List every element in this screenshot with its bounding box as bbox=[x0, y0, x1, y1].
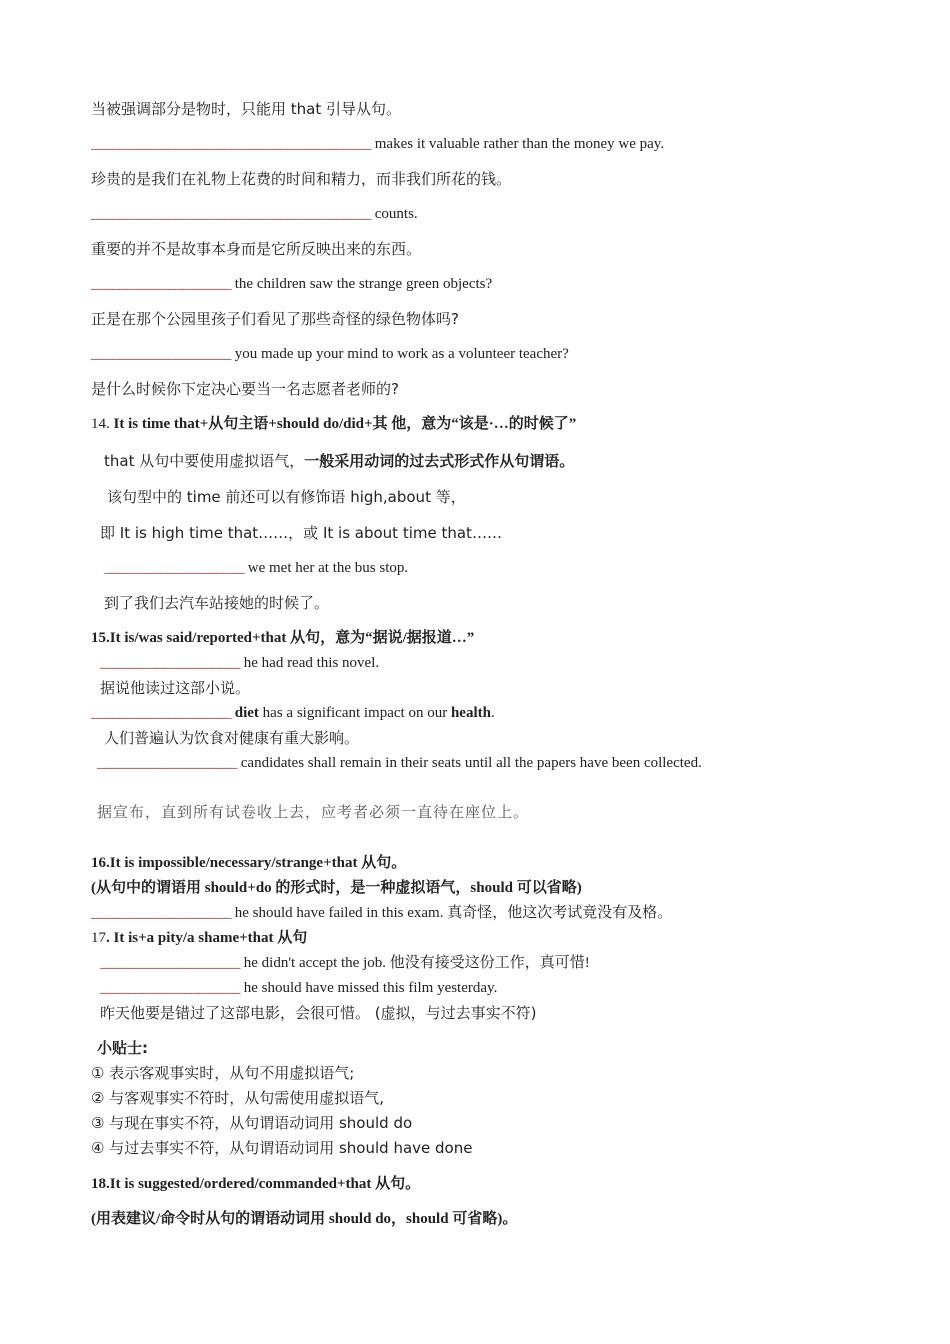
exercise-line bbox=[91, 274, 492, 294]
section-heading-16: 16.It is impossible/necessary/strange+that 从句。 bbox=[91, 855, 407, 871]
section-heading-15: 15.It is/was said/reported+that 从句，意为“据说/据报道…” bbox=[91, 630, 475, 646]
rule-note-part: that 从句中要使用虚拟语气， bbox=[104, 452, 305, 470]
exercise-line bbox=[100, 653, 379, 673]
answer-blank[interactable]: ____________________ bbox=[104, 560, 244, 576]
exercise-text: the children saw the strange green objects? bbox=[231, 276, 493, 292]
translation: 到了我们去汽车站接她的时候了。 bbox=[104, 594, 330, 612]
tip-item: ① 表示客观事实时，从句不用虚拟语气; bbox=[91, 1064, 355, 1082]
translation: 重要的并不是故事本身而是它所反映出来的东西。 bbox=[91, 240, 422, 258]
section-heading-17 bbox=[91, 928, 307, 948]
section-heading-14 bbox=[91, 414, 576, 434]
answer-blank[interactable]: ____________________ bbox=[91, 276, 231, 292]
exercise-line bbox=[100, 953, 590, 973]
exercise-text: . bbox=[490, 705, 495, 721]
exercise-line bbox=[104, 558, 408, 578]
exercise-line bbox=[91, 134, 664, 154]
translation: 昨天他要是错过了这部电影，会很可惜。 (虚拟，与过去事实不符) bbox=[100, 1004, 537, 1022]
keyword: health bbox=[450, 705, 491, 721]
translation: 人们普遍认为饮食对健康有重大影响。 bbox=[104, 729, 360, 747]
rule-note: 即 It is high time that……，或 It is about time that…… bbox=[100, 524, 502, 542]
exercise-text: he should have failed in this exam. 真奇怪，他这次考试竟没有及格。 bbox=[231, 905, 673, 921]
translation: 是什么时候你下定决心要当一名志愿者老师的? bbox=[91, 380, 399, 398]
exercise-text: candidates shall remain in their seats until all the papers have been collected. bbox=[237, 755, 702, 771]
exercise-text: he didn't accept the job. 他没有接受这份工作，真可惜! bbox=[240, 955, 590, 971]
tip-item: ③ 与现在事实不符，从句谓语动词用 should do bbox=[91, 1114, 413, 1132]
answer-blank[interactable]: ____________________ bbox=[100, 655, 240, 671]
answer-blank[interactable]: ____________________ bbox=[91, 905, 231, 921]
exercise-text: makes it valuable rather than the money we pay. bbox=[371, 136, 665, 152]
exercise-text: we met her at the bus stop. bbox=[244, 560, 409, 576]
answer-blank[interactable]: ____________________ bbox=[100, 980, 240, 996]
translation: 据宣布，直到所有试卷收上去，应考者必须一直待在座位上。 bbox=[97, 805, 530, 821]
rule-note bbox=[104, 451, 574, 471]
exercise-text: you made up your mind to work as a volunteer teacher? bbox=[231, 346, 569, 362]
exercise-line bbox=[91, 903, 672, 923]
exercise-line bbox=[97, 753, 702, 773]
answer-blank[interactable]: ____________________ bbox=[91, 705, 231, 721]
tip-item: ② 与客观事实不符时，从句需使用虚拟语气, bbox=[91, 1089, 384, 1107]
translation: 据说他读过这部小说。 bbox=[100, 679, 251, 697]
section-subheading-18: (用表建议/命令时从句的谓语动词用 should do，should 可省略)。 bbox=[91, 1211, 518, 1227]
tips-title: 小贴士: bbox=[97, 1039, 148, 1057]
answer-blank[interactable]: ____________________ bbox=[97, 755, 237, 771]
section-heading-18: 18.It is suggested/ordered/commanded+that 从句。 bbox=[91, 1176, 421, 1192]
section-subheading-16: (从句中的谓语用 should+do 的形式时，是一种虚拟语气，should 可以省略) bbox=[91, 880, 582, 896]
rule-note-emphasis: 一般采用动词的过去式形式作从句谓语。 bbox=[304, 452, 575, 470]
answer-blank[interactable]: ____________________ bbox=[91, 346, 231, 362]
section-number: 17 bbox=[91, 930, 106, 946]
exercise-text: he should have missed this film yesterday. bbox=[240, 980, 498, 996]
section-number: 14. bbox=[91, 416, 114, 432]
exercise-line bbox=[100, 978, 497, 998]
keyword: diet bbox=[231, 705, 259, 721]
exercise-line bbox=[91, 703, 495, 723]
section-title: It is time that+从句主语+should do/did+其 他，意为“该是·…的时候了” bbox=[113, 416, 577, 432]
answer-blank[interactable]: ________________________________________ bbox=[91, 136, 371, 152]
rule-note: 该句型中的 time 前还可以有修饰语 high,about 等， bbox=[107, 488, 466, 506]
exercise-text: counts. bbox=[371, 206, 418, 222]
exercise-line bbox=[91, 204, 418, 224]
section-title: . It is+a pity/a shame+that 从句 bbox=[106, 930, 308, 946]
exercise-text: he had read this novel. bbox=[240, 655, 380, 671]
translation: 正是在那个公园里孩子们看见了那些奇怪的绿色物体吗? bbox=[91, 310, 459, 328]
note-emphasis-thing: 当被强调部分是物时，只能用 that 引导从句。 bbox=[91, 100, 401, 118]
tip-item: ④ 与过去事实不符，从句谓语动词用 should have done bbox=[91, 1139, 473, 1157]
exercise-text: has a significant impact on our bbox=[258, 705, 451, 721]
exercise-line bbox=[91, 344, 569, 364]
answer-blank[interactable]: ____________________ bbox=[100, 955, 240, 971]
translation: 珍贵的是我们在礼物上花费的时间和精力，而非我们所花的钱。 bbox=[91, 170, 512, 188]
answer-blank[interactable]: ________________________________________ bbox=[91, 206, 371, 222]
